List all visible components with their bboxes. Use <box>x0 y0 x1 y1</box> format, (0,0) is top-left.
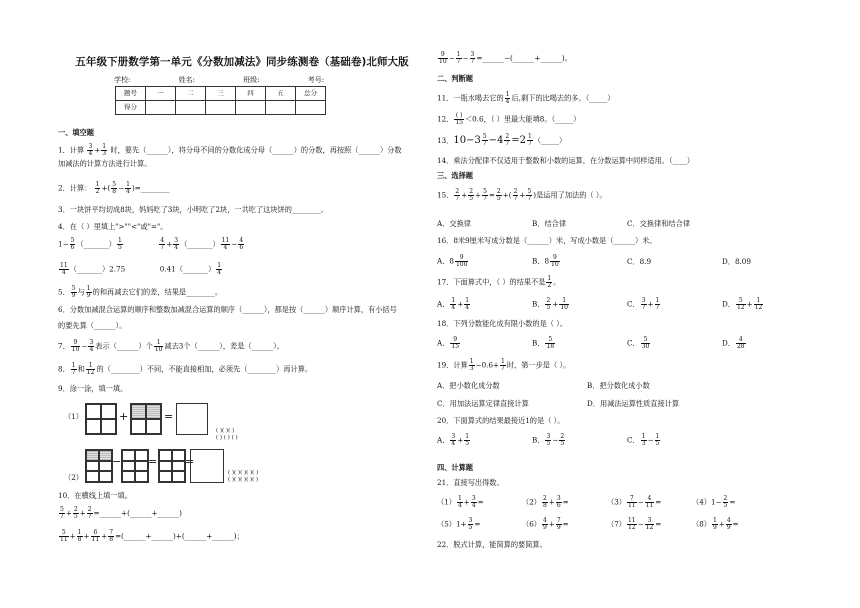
question-2: 2．计算： $\frac{1}{2}$ +( $\frac{5}{8}$ − $\frac{1}{4}$ )=________ <box>58 181 170 195</box>
question-1: 1．计算 $\frac{3}{4}$ + $\frac{1}{3}$ 时，要先（______），将分母不同的分数化成分母（______）的分数，再按照（______）分数 <box>58 143 402 157</box>
q21-row-1: （1） $\frac{1}{4}$ + $\frac{3}{4}$ = （2） $\frac{2}{8}$ + $\frac{3}{6}$ = （3） $\frac{7}{11}$ − $\frac{4}{11}$ = （4）1− $\frac{2}{5}$ = <box>437 495 736 509</box>
section-heading: 三、选择题 <box>437 171 473 180</box>
equals-sign: = <box>185 455 195 468</box>
answer-figure[interactable] <box>176 403 208 435</box>
table-cell: 得分 <box>116 101 146 115</box>
fraction-figure <box>85 403 117 435</box>
table-cell: 三 <box>206 87 236 101</box>
equals-sign: = <box>164 410 174 423</box>
equals-sign: = <box>148 455 158 468</box>
answer-blanks: ( )( )( ) ( ) ( ) ( ) <box>216 428 238 441</box>
option-b[interactable]: B． $\frac{3}{5}$ − $\frac{2}{5}$ <box>532 433 565 447</box>
school-label: 学校: <box>114 76 131 84</box>
page-title: 五年级下册数学第一单元《分数加减法》同步练测卷（基础卷)北师大版 <box>75 56 409 68</box>
score-table <box>115 86 326 115</box>
q15-options <box>437 220 722 229</box>
q19-options-2 <box>437 400 737 409</box>
answer-figure[interactable] <box>190 449 224 483</box>
q4-compare-row-1: 1− $\frac{5}{6}$ （_______） $\frac{1}{5}$ $\frac{4}{7}$ + $\frac{3}{4}$ （_______） $\frac{11}{4}$ − $\frac{4}{6}$ <box>58 237 244 251</box>
score-cell[interactable] <box>236 101 266 115</box>
q15-text: 是运用了加法的（ ）。 <box>536 190 607 200</box>
option-b[interactable]: B．8 $\frac{9}{10}$ <box>532 254 559 268</box>
question-3: 3．一块饼平均切成8块，妈妈吃了3块，小明吃了2块，一共吃了这块饼的________。 <box>58 205 328 214</box>
score-header-row <box>116 87 326 101</box>
question-18: 18．下列分数能化成有限小数的是（ ）。 <box>437 319 568 328</box>
q16-options <box>437 255 817 268</box>
q7-text: 表示（______）个 <box>95 341 153 351</box>
option-a[interactable]: A． $\frac{3}{4}$ + $\frac{1}{5}$ <box>437 433 470 447</box>
question-17: 17．下面算式中，（ ）的结果不是 $\frac{1}{2}$ 。 <box>437 275 561 289</box>
row-label: （2） <box>64 473 83 482</box>
q12-text: ＜0.6，（ ）里最大能填8。（_____） <box>464 114 581 124</box>
option-c[interactable]: C．交换律和结合律 <box>627 219 691 228</box>
section-heading: 四、计算题 <box>437 463 473 472</box>
question-5: 5． $\frac{5}{9}$ 与 $\frac{1}{9}$ 的和再减去它们的差，结果是________。 <box>58 285 223 299</box>
q7-text-b: 减去3个（______），差是（______）。 <box>164 341 284 351</box>
table-cell: 二 <box>176 87 206 101</box>
row-label: （1） <box>64 412 83 421</box>
q8-text: 的（________）不同，不能直接相加，必须先（________）再计算。 <box>96 364 313 374</box>
option-a[interactable]: A．交换律 <box>437 219 471 228</box>
question-22: 22．脱式计算，能简算的要简算。 <box>437 540 547 549</box>
q1-text: 1．计算 <box>58 145 85 155</box>
score-cell[interactable] <box>206 101 236 115</box>
q11-text-b: 后,剩下的比喝去的多。（_____） <box>511 93 615 103</box>
q20-options <box>437 434 722 447</box>
option-c[interactable]: C．用加法运算定律直接计算 <box>437 399 529 408</box>
question-12: 12． $\frac{( )}{15}$ ＜0.6，（ ）里最大能填8。（_____） <box>437 112 581 126</box>
q10-line-1: $\frac{5}{7}$ + $\frac{2}{5}$ + $\frac{2}{7}$ =______+(______+______) <box>60 506 182 520</box>
minus-sign: − <box>112 455 122 468</box>
question-1-cont: 加减法的计算方法进行计算。 <box>58 159 152 168</box>
class-label: 班级: <box>243 76 260 84</box>
table-cell: 四 <box>236 87 266 101</box>
option-d[interactable]: D． $\frac{4}{28}$ <box>722 336 745 350</box>
question-20: 20．下面算式的结果最接近1的是（ ）。 <box>437 416 565 425</box>
q2-text: 2．计算： <box>58 183 92 193</box>
q10-line-3: $\frac{9}{10}$ − $\frac{1}{7}$ − $\frac{3}{7}$ =______−(______+______)。 <box>439 51 572 65</box>
name-label: 姓名: <box>178 76 195 84</box>
right-column <box>437 0 817 608</box>
q17-text: 17．下面算式中，（ ）的结果不是 <box>437 277 546 287</box>
fraction-figure <box>85 449 113 483</box>
option-a[interactable]: A． $\frac{1}{4}$ + $\frac{1}{4}$ <box>437 297 470 311</box>
option-b[interactable]: B． $\frac{5}{18}$ <box>532 336 555 350</box>
fraction-figure <box>130 403 162 435</box>
plus-sign: + <box>119 410 129 423</box>
table-cell: 五 <box>266 87 296 101</box>
q11-text: 11．一瓶水喝去它的 <box>437 93 504 103</box>
score-value-row <box>116 101 326 115</box>
section-heading: 一、填空题 <box>58 128 94 137</box>
section-heading: 二、判断题 <box>437 74 473 83</box>
student-info-row <box>114 76 334 84</box>
q13-text: 13． <box>437 136 454 145</box>
option-d[interactable]: D．8.09 <box>722 256 751 266</box>
table-cell: 题号 <box>116 87 146 101</box>
answer-blanks: ( )( )( )( )( ) ( )( )( )( )( ) <box>228 470 259 483</box>
option-b[interactable]: B． $\frac{2}{5}$ + $\frac{1}{10}$ <box>532 297 568 311</box>
q18-options <box>437 337 817 350</box>
question-6-cont: 的要先算（______）。 <box>58 321 127 330</box>
score-cell[interactable] <box>146 101 176 115</box>
q21-row-2: （5）1+ $\frac{3}{5}$ = （6） $\frac{4}{9}$ + $\frac{7}{9}$ = （7） $\frac{11}{12}$ − $\frac{3}{12}$ = （8） $\frac{1}{9}$ + $\frac{4}{9}$ = <box>437 517 739 531</box>
left-column <box>58 0 426 608</box>
question-6: 6．分数加减混合运算的顺序和整数加减混合运算的顺序（______），都是按（______）顺序计算，有小括号 <box>58 305 397 314</box>
q19-text: 时，第一步是（ ）。 <box>506 360 571 370</box>
option-c[interactable]: C．8.9 <box>627 256 652 266</box>
question-10: 10．在横线上填一填。 <box>58 491 132 500</box>
table-cell: 一 <box>146 87 176 101</box>
option-c[interactable]: C． $\frac{5}{30}$ <box>627 336 650 350</box>
q1-text-b: 时，要先（______），将分母不同的分数化成分母（______）的分数，再按照（______）分数 <box>110 145 402 155</box>
option-d[interactable]: D． $\frac{5}{12}$ + $\frac{1}{12}$ <box>722 297 763 311</box>
option-a[interactable]: A．把小数化成分数 <box>437 381 500 390</box>
exam-no-label: 考号: <box>307 76 325 84</box>
q17-options <box>437 298 817 311</box>
question-13: 13．10−3 $\frac{5}{7}$ −4 $\frac{2}{7}$ =2 $\frac{1}{7}$ （_____） <box>437 133 567 147</box>
question-14: 14．乘法分配律不仅适用于整数和小数的运算，在分数运算中同样适用。（____） <box>437 156 695 165</box>
option-c[interactable]: C． $\frac{1}{3}$ − $\frac{1}{5}$ <box>627 433 660 447</box>
option-a[interactable]: A． $\frac{9}{15}$ <box>437 336 460 350</box>
option-d[interactable]: D．用减法运算性质直接计算 <box>587 399 680 408</box>
question-8: 8． $\frac{1}{7}$ 和 $\frac{1}{12}$ 的（________）不同，不能直接相加，必须先（________）再计算。 <box>58 362 313 376</box>
question-15: 15． $\frac{2}{7}$ + $\frac{2}{5}$ + $\frac{5}{7}$ = $\frac{2}{5}$ +( $\frac{2}{7}$ + $\frac{5}{7}$ )是运用了加法的（ ）。 <box>437 188 607 202</box>
option-b[interactable]: B．把分数化成小数 <box>587 381 650 390</box>
score-cell[interactable] <box>176 101 206 115</box>
q5-text: 的和再减去它们的差，结果是________。 <box>92 287 223 297</box>
option-b[interactable]: B．结合律 <box>532 219 567 228</box>
question-11: 11．一瓶水喝去它的 $\frac{1}{4}$ 后,剩下的比喝去的多。（_____） <box>437 91 615 105</box>
q4-compare-row-2: $\frac{11}{4}$ （_______）2.75 0.41（_______） $\frac{1}{4}$ <box>60 262 222 276</box>
question-4: 4．在（ ）里填上">""<"或"="。 <box>58 222 168 231</box>
question-9: 9．涂一涂，填一填。 <box>58 384 128 393</box>
q10-line-2: $\frac{5}{11}$ + $\frac{1}{8}$ + $\frac{6}{11}$ + $\frac{7}{8}$ =(______+______)+(______+______)； <box>60 529 244 543</box>
table-cell: 总分 <box>296 87 326 101</box>
question-7: 7． $\frac{9}{10}$ − $\frac{3}{4}$ 表示（______）个 $\frac{1}{10}$ 减去3个（______），差是（______）。 <box>58 339 284 353</box>
question-16: 16．8米9厘米写成分数是（______）米，写成小数是（______）米。 <box>437 236 657 245</box>
score-cell[interactable] <box>266 101 296 115</box>
fraction-figure <box>158 449 186 483</box>
question-21: 21．直接写出得数。 <box>437 478 504 487</box>
option-c[interactable]: C． $\frac{3}{7}$ + $\frac{1}{7}$ <box>627 297 660 311</box>
question-19: 19．计算 $\frac{1}{3}$ −0.6+ $\frac{1}{7}$ 时，第一步是（ ）。 <box>437 358 571 372</box>
option-a[interactable]: A．8 $\frac{9}{100}$ <box>437 254 468 268</box>
score-cell[interactable] <box>296 101 326 115</box>
fraction-figure <box>121 449 149 483</box>
q19-options-1 <box>437 382 737 391</box>
